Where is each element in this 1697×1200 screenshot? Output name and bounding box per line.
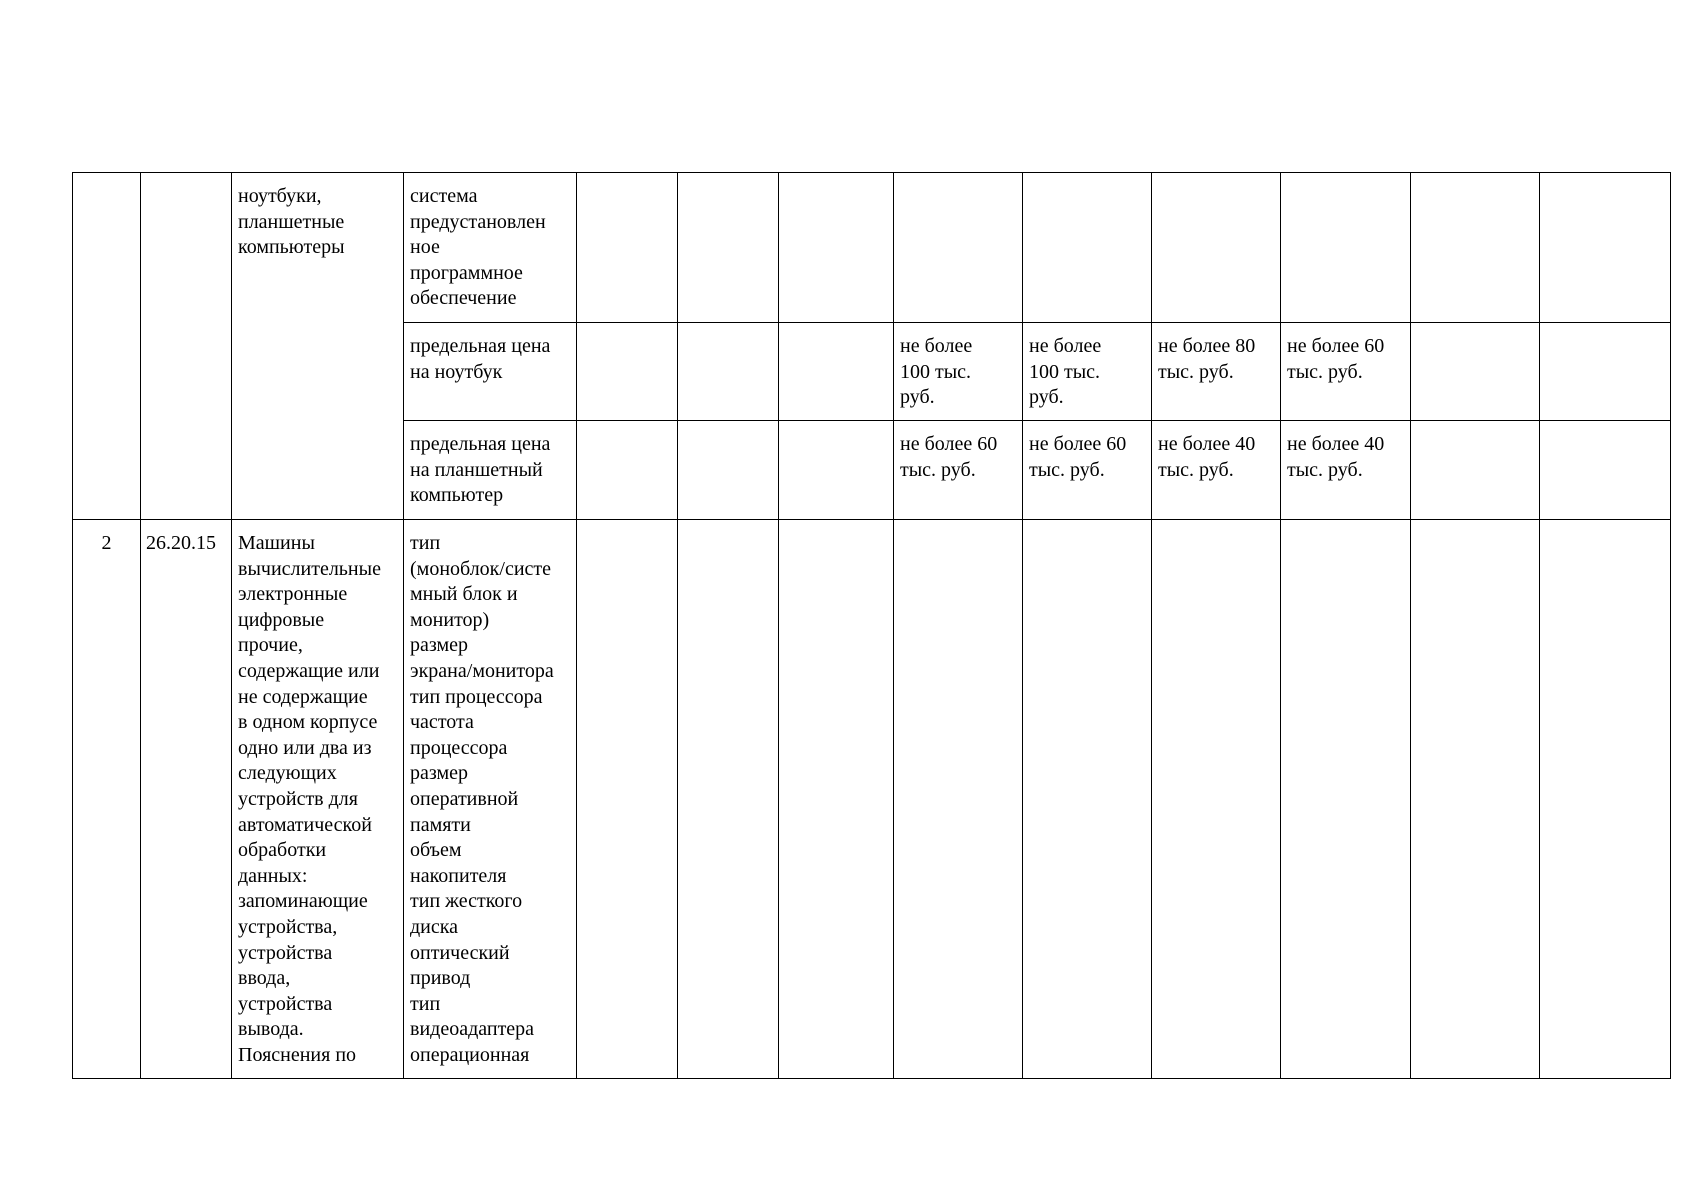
price-limit-cell: не более 60 тыс. руб. bbox=[894, 421, 1023, 520]
characteristic-cell: система предустановлен ное программное обеспечение bbox=[404, 173, 577, 323]
row-number-cell: 2 bbox=[73, 520, 141, 1079]
specification-table bbox=[72, 172, 1671, 1079]
characteristic-cell: тип (моноблок/систе мный блок и монитор) размер экрана/монитора тип процессора частота процессора размер оперативной памяти объем накопителя тип жесткого диска оптический привод тип видеоадаптера операционная bbox=[404, 520, 577, 1079]
price-limit-cell: не более 60 тыс. руб. bbox=[1281, 323, 1411, 421]
table-cell bbox=[1023, 173, 1152, 323]
row-number-cell bbox=[73, 173, 141, 520]
characteristic-cell: предельная цена на ноутбук bbox=[404, 323, 577, 421]
table-row bbox=[73, 520, 1671, 1079]
price-limit-cell: не более 100 тыс. руб. bbox=[894, 323, 1023, 421]
table-cell bbox=[779, 421, 894, 520]
table-cell bbox=[1540, 421, 1671, 520]
price-limit-cell: не более 60 тыс. руб. bbox=[1023, 421, 1152, 520]
table-cell bbox=[678, 520, 779, 1079]
table-cell bbox=[1411, 520, 1540, 1079]
table-cell bbox=[1411, 323, 1540, 421]
table-row bbox=[73, 173, 1671, 323]
table-cell bbox=[1281, 520, 1411, 1079]
table-cell bbox=[577, 421, 678, 520]
table-cell bbox=[1281, 173, 1411, 323]
table-cell bbox=[894, 173, 1023, 323]
table-cell bbox=[1411, 421, 1540, 520]
table-cell bbox=[1023, 520, 1152, 1079]
okpd-code-cell bbox=[141, 173, 232, 520]
table-cell bbox=[779, 323, 894, 421]
table-cell bbox=[577, 520, 678, 1079]
table-cell bbox=[1152, 173, 1281, 323]
price-limit-cell: не более 40 тыс. руб. bbox=[1281, 421, 1411, 520]
product-name-cell: ноутбуки, планшетные компьютеры bbox=[232, 173, 404, 520]
okpd-code-cell: 26.20.15 bbox=[141, 520, 232, 1079]
table-cell bbox=[1411, 173, 1540, 323]
table-cell bbox=[779, 520, 894, 1079]
table-cell bbox=[1540, 173, 1671, 323]
table-cell bbox=[577, 173, 678, 323]
table-cell bbox=[894, 520, 1023, 1079]
table-cell bbox=[1152, 520, 1281, 1079]
table-cell bbox=[779, 173, 894, 323]
table-cell bbox=[577, 323, 678, 421]
price-limit-cell: не более 100 тыс. руб. bbox=[1023, 323, 1152, 421]
price-limit-cell: не более 80 тыс. руб. bbox=[1152, 323, 1281, 421]
table-cell bbox=[1540, 323, 1671, 421]
table-cell bbox=[1540, 520, 1671, 1079]
price-limit-cell: не более 40 тыс. руб. bbox=[1152, 421, 1281, 520]
table-cell bbox=[678, 323, 779, 421]
characteristic-cell: предельная цена на планшетный компьютер bbox=[404, 421, 577, 520]
table-cell bbox=[678, 421, 779, 520]
table-cell bbox=[678, 173, 779, 323]
product-name-cell: Машины вычислительные электронные цифровые прочие, содержащие или не содержащие в одном корпусе одно или два из следующих устройств для автоматической обработки данных: запоминающие устройства, устройства ввода, устройства вывода. Пояснения по bbox=[232, 520, 404, 1079]
